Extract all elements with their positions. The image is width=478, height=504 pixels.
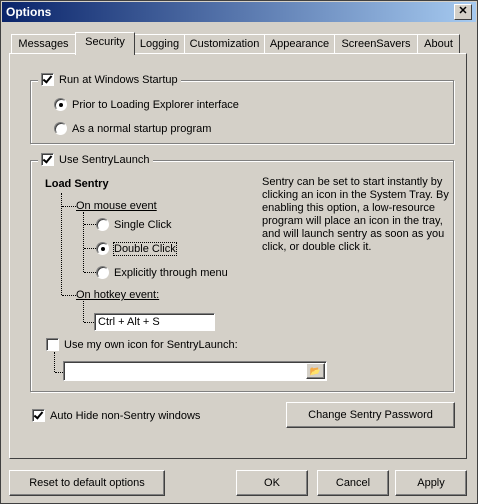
sentrylaunch-description: Sentry can be set to start instantly by clicking an icon in the System Tray. By enabling this option, a low-resource program will place an icon in the tray, and will launch sentry as soon as you click, or double click it. bbox=[262, 176, 449, 253]
double-click-radio[interactable] bbox=[96, 242, 109, 255]
prior-radio[interactable] bbox=[54, 98, 67, 111]
own-icon-checkbox[interactable] bbox=[46, 338, 238, 351]
tab-screensavers[interactable]: ScreenSavers bbox=[334, 34, 418, 53]
cancel-button[interactable]: Cancel bbox=[317, 470, 389, 496]
on-mouse-event-label: On mouse event bbox=[76, 200, 157, 212]
use-sentrylaunch-checkbox[interactable] bbox=[38, 153, 153, 166]
apply-button[interactable]: Apply bbox=[395, 470, 467, 496]
ok-button[interactable]: OK bbox=[236, 470, 308, 496]
single-click-option[interactable] bbox=[96, 218, 171, 231]
startup-option-prior[interactable] bbox=[54, 98, 239, 111]
folder-icon: 📂 bbox=[309, 365, 322, 376]
tree-branch bbox=[62, 295, 76, 296]
tab-appearance[interactable]: Appearance bbox=[264, 34, 335, 53]
use-sentrylaunch-label: Use SentryLaunch bbox=[59, 153, 150, 166]
own-icon-check[interactable] bbox=[46, 338, 59, 351]
close-icon: ✕ bbox=[458, 5, 468, 17]
reset-defaults-button[interactable]: Reset to default options bbox=[9, 470, 165, 496]
tree-line-hotkey bbox=[83, 301, 84, 322]
prior-label: Prior to Loading Explorer interface bbox=[72, 98, 239, 111]
browse-button[interactable] bbox=[306, 363, 325, 379]
explicit-menu-option[interactable] bbox=[96, 266, 228, 279]
startup-option-normal[interactable] bbox=[54, 122, 211, 135]
tab-messages[interactable]: Messages bbox=[11, 34, 76, 53]
own-icon-label: Use my own icon for SentryLaunch: bbox=[64, 338, 238, 351]
run-at-startup-checkbox[interactable] bbox=[38, 73, 181, 86]
title-bar[interactable] bbox=[2, 2, 476, 22]
use-sentrylaunch-check[interactable] bbox=[41, 153, 54, 166]
normal-radio[interactable] bbox=[54, 122, 67, 135]
tab-customization[interactable]: Customization bbox=[184, 34, 265, 53]
security-panel bbox=[9, 53, 467, 459]
single-click-radio[interactable] bbox=[96, 218, 109, 231]
run-at-startup-check[interactable] bbox=[41, 73, 54, 86]
tree-branch bbox=[55, 372, 63, 373]
load-sentry-heading: Load Sentry bbox=[45, 178, 109, 190]
tree-branch bbox=[84, 224, 96, 225]
tree-branch bbox=[84, 272, 96, 273]
auto-hide-check[interactable] bbox=[32, 409, 45, 422]
explicit-menu-label: Explicitly through menu bbox=[114, 266, 228, 279]
run-at-startup-label: Run at Windows Startup bbox=[59, 73, 178, 86]
tree-branch bbox=[84, 248, 96, 249]
single-click-label: Single Click bbox=[114, 218, 172, 231]
explicit-menu-radio[interactable] bbox=[96, 266, 109, 279]
double-click-option[interactable] bbox=[96, 242, 176, 255]
double-click-label: Double Click bbox=[114, 242, 176, 255]
window-title: Options bbox=[6, 5, 52, 19]
on-hotkey-event-label: On hotkey event: bbox=[76, 289, 160, 301]
tab-about[interactable]: About bbox=[417, 34, 460, 53]
tree-line-mouse bbox=[83, 212, 84, 272]
normal-label: As a normal startup program bbox=[72, 122, 212, 135]
tab-security[interactable]: Security bbox=[75, 32, 135, 55]
tree-branch bbox=[62, 206, 76, 207]
hotkey-field[interactable]: Ctrl + Alt + S bbox=[94, 313, 215, 331]
tab-logging[interactable]: Logging bbox=[134, 34, 185, 53]
close-button[interactable] bbox=[454, 4, 472, 20]
tree-line-main bbox=[61, 193, 62, 295]
change-password-button[interactable]: Change Sentry Password bbox=[286, 402, 455, 428]
auto-hide-label: Auto Hide non-Sentry windows bbox=[50, 409, 201, 422]
tree-branch bbox=[84, 322, 94, 323]
tree-line-icon bbox=[54, 352, 55, 372]
icon-path-field[interactable] bbox=[63, 361, 327, 381]
auto-hide-checkbox[interactable] bbox=[32, 409, 200, 422]
